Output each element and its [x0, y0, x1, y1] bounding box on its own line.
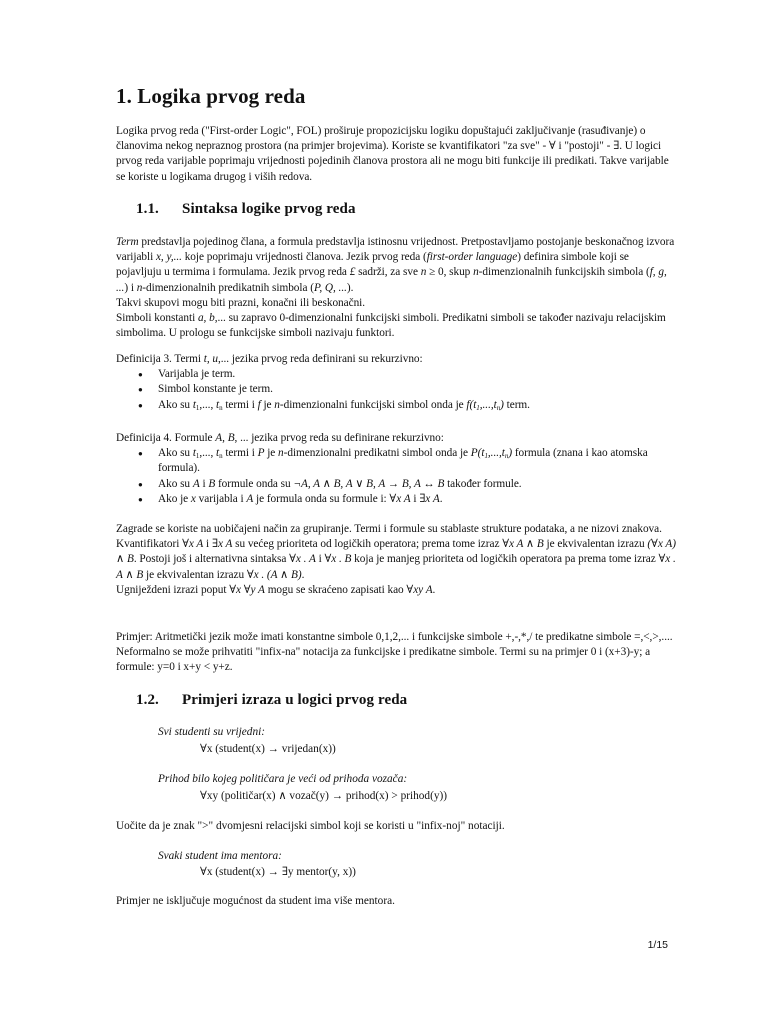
- subscript: 1: [484, 452, 488, 461]
- example-label: Prihod bilo kojeg političara je veći od prihoda vozača:: [158, 773, 408, 785]
- subscript: 1: [195, 403, 200, 412]
- text-span: .: [301, 568, 305, 581]
- math-f: f: [257, 398, 261, 411]
- arithmetic-example-text: Primjer: Aritmetički jezik može imati konstantne simbole 0,1,2,... i funkcijske simbole +,-,*,/ te predikatne simbole =,<,>,.... Neformalno se može prihvatiti "infix-na" notacija za funkcijske i predikatne simbole. Termi su na primjer 0 i (x+3)-y; a formule: y=0 i x+y < y+z.: [116, 631, 673, 674]
- math-ab: a, b: [197, 312, 215, 325]
- text-span: .: [439, 492, 443, 505]
- math-expr: ∀x A: [182, 538, 204, 551]
- list-item: ● Simbol konstante je term.: [116, 382, 676, 397]
- math-fg: f, g, ...: [116, 266, 667, 294]
- text-span: varijabla i: [195, 492, 247, 505]
- text-span: -dimenzionalnih predikatnih simbola (: [142, 281, 314, 294]
- quantifier-sentence: [116, 537, 676, 583]
- math-n: n: [420, 266, 427, 279]
- section-title: Sintaksa logike prvog reda: [182, 201, 356, 217]
- text-span: i: [315, 553, 325, 566]
- text-span: P(t: [470, 447, 485, 460]
- text-span: ,... jezika prvog reda definirani su rekurzivno:: [217, 353, 423, 365]
- math-expr: ∀x . (A ∧ B): [246, 568, 302, 581]
- math-exists: ∃x A: [419, 492, 440, 505]
- list-item: [116, 477, 676, 492]
- text-span: ,...,t: [479, 398, 497, 411]
- text-span: i: [410, 492, 420, 505]
- text-span: su većeg prioriteta od logičkih operatora; prema tome izraz: [232, 538, 503, 551]
- page-title: 1. Logika prvog reda: [116, 84, 306, 108]
- subscript: 1: [195, 452, 200, 461]
- brackets-paragraph: [116, 522, 676, 598]
- list-item: [116, 398, 676, 413]
- text-span: Ako su: [158, 477, 193, 490]
- term-word: Term: [116, 236, 139, 248]
- math-expr: ∃x A: [211, 538, 233, 551]
- text-span: Kvantifikatori: [116, 538, 183, 551]
- math-Pt: [471, 447, 512, 459]
- intro-paragraph: [116, 124, 676, 185]
- page-number: 1/15: [647, 939, 668, 951]
- text-span: i: [199, 477, 209, 490]
- example-formula: ∀x (student(x) → ∃y mentor(y, x)): [200, 866, 356, 878]
- text-span: -dimenzionalni predikatni simbol onda je: [283, 447, 471, 460]
- math-n: n: [136, 281, 143, 294]
- syntax-paragraph: [116, 235, 676, 341]
- list-item: ● Varijabla je term.: [116, 367, 676, 382]
- text-span: mogu se skraćeno zapisati kao: [264, 583, 407, 596]
- text-span: također formule.: [444, 477, 522, 490]
- math-tu: t, u: [203, 353, 218, 365]
- nested-sentence: [116, 583, 676, 598]
- text-span: termi i: [222, 398, 258, 411]
- math-expr: ∀x . B: [324, 553, 352, 566]
- math-t: t: [192, 398, 196, 411]
- text-span: ) definira simbole koji se pojavljuju u termima i formulama. Jezik prvog reda: [116, 251, 629, 279]
- section-number: 1.2.: [136, 692, 159, 708]
- text-span: Simboli konstanti: [116, 312, 198, 325]
- text-span: -dimenzionalni funkcijski simbol onda je: [279, 398, 467, 411]
- math-vars: x, y,...: [155, 251, 182, 264]
- subscript: n: [219, 403, 223, 412]
- text-span: je: [264, 447, 279, 460]
- intro-text: Logika prvog reda ("First-order Logic", FOL) proširuje propozicijsku logiku dopuštajući zaključivanje (rasuđivanje) o članovima nekog nepraznog prostora (na primjer brojevima). Koriste se kvantifikatori "za sve" - ∀ i "postoji" - ∃. U logici prvog reda varijable poprimaju vrijednosti pojedinih članova prostora ali ne mogu biti funkcije ili predikati. Takve varijable se koriste u logikama drugog i viših redova.: [116, 125, 669, 183]
- text-span: Ako je: [158, 492, 191, 505]
- definition-4-intro: [116, 431, 676, 446]
- text-span: , ... jezika prvog reda su definirane rekurzivno:: [234, 432, 444, 444]
- math-B: B: [208, 477, 216, 490]
- text-span: je ekvivalentan izrazu: [543, 538, 648, 551]
- section-heading-examples: [136, 692, 407, 709]
- text-span: ): [508, 447, 513, 460]
- sets-sentence: Takvi skupovi mogu biti prazni, konačni ili beskonačni.: [116, 296, 366, 309]
- text-span: ,...,: [199, 398, 217, 411]
- text-span: ,...,: [199, 447, 217, 460]
- example-formula: ∀x (student(x) → vrijedan(x)): [200, 743, 336, 755]
- list-item: [116, 446, 676, 476]
- text-span: Definicija 3. Termi: [116, 353, 204, 365]
- text-span: predstavlja pojedinog člana, a formula predstavlja istinosnu vrijednost. Pretpostavljamo postojanje beskonačnog izvora varijabli: [116, 236, 675, 264]
- definition-3: [116, 352, 676, 413]
- section-title: Primjeri izraza u logici prvog reda: [182, 692, 408, 708]
- math-n: n: [473, 266, 479, 279]
- math-ft: [466, 399, 503, 411]
- infix-note: Uočite da je znak ">" dvomjesni relacijski simbol koji se koristi u "infix-noj" notaciji.: [116, 820, 505, 832]
- text-span: je: [260, 398, 275, 411]
- text-span: formula (znana i kao atomska formula).: [158, 447, 648, 475]
- math-L: £: [349, 266, 356, 279]
- text-span: je formula onda su formule i:: [253, 492, 390, 505]
- text-span: ,... su zapravo 0-dimenzionalni funkcijski simboli. Predikatni simboli se također nazivaju relacijskim simbolima. U prologu se funkcijske simboli nazivaju funktori.: [116, 312, 666, 340]
- math-AB: A, B: [215, 432, 235, 444]
- text-span: Ako su: [158, 447, 193, 460]
- definition-4-list: [116, 446, 676, 507]
- term-definition: [116, 235, 676, 296]
- text-span: f(t: [466, 398, 477, 411]
- math-PQ: P, Q, ...: [313, 281, 347, 294]
- text-span: koja je manjeg prioriteta od logičkih operatora pa prema tome izraz: [351, 553, 659, 566]
- text-span: i: [203, 538, 212, 551]
- text-span: sadrži, za sve: [355, 266, 421, 279]
- example-label: Svaki student ima mentora:: [158, 850, 282, 862]
- brackets-sentence: Zagrade se koriste na uobičajeni način za grupiranje. Termi i formule su stablaste strukture podataka, a ne nizovi znakova.: [116, 523, 662, 535]
- list-item: [116, 492, 676, 507]
- math-formulas: ¬A, A ∧ B, A ∨ B, A → B, A ↔ B: [293, 477, 445, 490]
- math-t: t: [192, 447, 196, 460]
- subscript: n: [504, 452, 509, 461]
- example-formula: ∀xy (političar(x) ∧ vozač(y) → prihod(x) > prihod(y)): [200, 790, 448, 802]
- constants-sentence: [116, 311, 676, 341]
- text-span: je ekvivalentan izrazu: [143, 568, 247, 581]
- text-span: .: [432, 583, 436, 596]
- section-heading-syntax: [136, 201, 356, 218]
- text-span: termi i: [222, 447, 258, 460]
- text-span: ): [500, 398, 504, 411]
- text-span: ).: [346, 281, 354, 294]
- definition-4: [116, 431, 676, 507]
- subscript: n: [496, 403, 501, 412]
- definition-3-intro: [116, 352, 676, 367]
- math-t: t: [216, 447, 220, 460]
- text-span: term.: [503, 398, 530, 411]
- section-number: 1.1.: [136, 201, 159, 217]
- math-expr: ∀x . A: [289, 553, 316, 566]
- text-span: Definicija 4. Formule: [116, 432, 216, 444]
- subscript: n: [219, 452, 223, 461]
- example-label: Svi studenti su vrijedni:: [158, 726, 265, 738]
- math-n: n: [278, 447, 284, 460]
- math-forall: ∀x A: [389, 492, 411, 505]
- math-t: t: [216, 398, 220, 411]
- definition-3-list: [116, 367, 676, 413]
- math-expr: ∀x A ∧ B: [502, 538, 544, 551]
- math-expr: ∀xy A: [406, 583, 433, 596]
- text-span: -dimenzionalnih funkcijskih simbola (: [478, 266, 650, 279]
- text-span: ) i: [124, 281, 137, 294]
- math-expr: ∀x . A ∧ B: [116, 553, 676, 581]
- text-span: koje poprimaju vrijednosti članova. Jezik prvog reda (: [181, 251, 427, 264]
- text-span: Ako su: [158, 398, 193, 411]
- text-span: ≥ 0, skup: [426, 266, 474, 279]
- arithmetic-example: [116, 630, 676, 676]
- fol-term: first-order language: [426, 251, 518, 264]
- math-expr: (∀x A) ∧ B: [116, 538, 676, 566]
- math-n: n: [274, 398, 280, 411]
- text-span: . Postoji još i alternativna sintaksa: [133, 553, 290, 566]
- math-P: P: [257, 447, 265, 460]
- math-A: A: [192, 477, 200, 490]
- text-span: formule onda su: [215, 477, 294, 490]
- text-span: Ugniježdeni izrazi poput: [116, 583, 230, 596]
- text-span: ,...,t: [487, 447, 505, 460]
- subscript: 1: [476, 403, 480, 412]
- math-A: A: [246, 492, 254, 505]
- math-x: x: [190, 492, 196, 505]
- math-expr: ∀x ∀y A: [229, 583, 265, 596]
- closing-note: Primjer ne isključuje mogućnost da student ima više mentora.: [116, 895, 395, 907]
